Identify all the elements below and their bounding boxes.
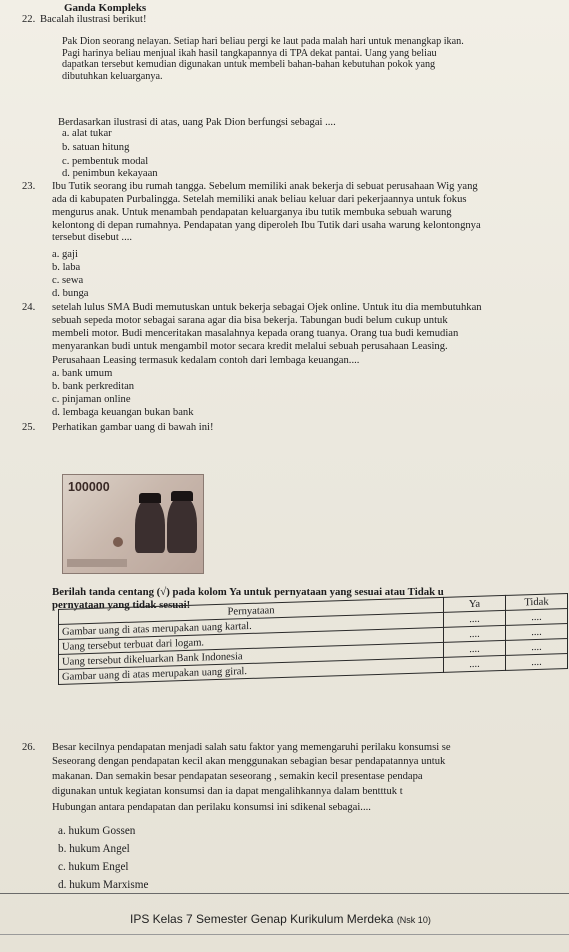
q25-instruction: Berilah tanda centang (√) pada kolom Ya untuk pernyataan yang sesuai atau Tidak u [52, 586, 444, 598]
q26-line: Seseorang dengan pendapatan kecil akan menggunakan sebagian besar pendapatannya untuk [52, 756, 446, 767]
q22-passage [58, 36, 558, 102]
bank-emblem-icon [113, 537, 123, 547]
q26-line: makanan. Dan semakin besar pendapatan seseorang , semakin kecil presentase pendapa [52, 771, 423, 782]
tidak-checkbox-cell[interactable]: .... [506, 608, 568, 625]
q22-option-c[interactable]: c. pembentuk modal [62, 156, 149, 167]
page-footer [130, 912, 431, 926]
q26-option-d[interactable]: d. hukum Marxisme [58, 879, 149, 891]
q23-line: mengurus anak. Untuk menambah pendapatan keluarganya ibu tutik membuka sebuah warung [52, 207, 452, 218]
portrait-figure [167, 495, 197, 553]
q22-passage-line: dibutuhkan keluarganya. [62, 70, 163, 82]
ya-checkbox-cell[interactable]: .... [444, 640, 506, 657]
q22-passage-line: Pak Dion seorang nelayan. Setiap hari beliau pergi ke laut pada malah hari untuk menangkap ikan. [62, 36, 464, 47]
q23-line: ada di kabupaten Purbalingga. Setelah memiliki anak beliau keluar dari pekerjaannya untuk fokus [52, 194, 467, 205]
q25-prompt: Perhatikan gambar uang di bawah ini! [52, 422, 214, 433]
q26-option-b[interactable]: b. hukum Angel [58, 843, 130, 855]
ya-checkbox-cell[interactable]: .... [444, 610, 506, 627]
q22-number: 22. [22, 14, 36, 25]
peci-cap [139, 493, 161, 503]
tidak-checkbox-cell[interactable]: .... [506, 638, 568, 655]
q26-option-c[interactable]: c. hukum Engel [58, 861, 129, 873]
tidak-checkbox-cell[interactable]: .... [506, 653, 568, 670]
header-tidak: Tidak [506, 593, 568, 610]
q26-option-a[interactable]: a. hukum Gossen [58, 825, 136, 837]
signature-strip [67, 559, 127, 567]
q23-option-c[interactable]: c. sewa [52, 275, 84, 286]
q25-instruction-cont: pernyataan yang tidak sesuai! [52, 599, 191, 611]
peci-cap [171, 491, 193, 501]
q23-option-d[interactable]: d. bunga [52, 288, 89, 299]
q22-option-d[interactable]: d. penimbun kekayaan [62, 168, 158, 179]
q24-option-a[interactable]: a. bank umum [52, 368, 113, 379]
q23-line: tersebut disebut .... [52, 232, 133, 243]
statement-table [58, 593, 568, 685]
q23-option-b[interactable]: b. laba [52, 262, 81, 273]
q23-option-a[interactable]: a. gaji [52, 249, 78, 260]
q24-line: setelah lulus SMA Budi memutuskan untuk bekerja sebagai Ojek online. Untuk itu dia membutuhkan [52, 302, 482, 313]
statement-cell: Uang tersebut dikeluarkan Bank Indonesia [59, 642, 444, 669]
q22-option-a[interactable]: a. alat tukar [62, 128, 112, 139]
section-header: Ganda Kompleks [64, 2, 147, 14]
banknote-value: 100000 [68, 480, 110, 494]
footer-divider [0, 934, 569, 935]
q23-line: kelontong di depan rumahnya. Pendapatan yang diperoleh Ibu Tutik dari usaha warung kelontongnya [52, 220, 481, 231]
q22-passage-line: Pagi harinya beliau menjual ikah hasil tangkapannya di TPA dekat pantai. Uang yang beliau [62, 47, 437, 59]
q24-option-b[interactable]: b. bank perkreditan [52, 381, 135, 392]
banknote-image [62, 474, 204, 574]
q24-option-c[interactable]: c. pinjaman online [52, 394, 131, 405]
statement-cell: Gambar uang di atas merupakan uang giral. [59, 657, 444, 684]
q24-number: 24. [22, 302, 36, 313]
q24-line: membeli motor. Budi menceritakan masalahnya kepada orang tuanya. Orang tua budi kemudian [52, 328, 459, 339]
header-pernyataan: Pernyataan [59, 597, 444, 624]
q22-prompt: Bacalah ilustrasi berikut! [40, 14, 147, 25]
portrait-figure [135, 497, 165, 553]
tidak-checkbox-cell[interactable]: .... [506, 623, 568, 640]
q24-line: Perusahaan Leasing termasuk kedalam contoh dari lembaga keuangan.... [52, 355, 360, 366]
q24-option-d[interactable]: d. lembaga keuangan bukan bank [52, 407, 194, 418]
q22-option-b[interactable]: b. satuan hitung [62, 142, 130, 153]
footer-code: (Nsk 10) [396, 915, 431, 925]
footer-text: IPS Kelas 7 Semester Genap Kurikulum Merdeka [130, 912, 394, 926]
q26-line: Besar kecilnya pendapatan menjadi salah satu faktor yang memengaruhi perilaku konsumsi se [52, 742, 451, 753]
q22-passage-line: dapatkan tersebut kemudian digunakan untuk membeli bahan-bahan kebutuhan pokok yang [62, 59, 436, 71]
q23-number: 23. [22, 181, 36, 192]
q24-line: sebuah sepeda motor sebagai sarana agar dia bisa bekerja. Tabungan budi belum cukup untuk [52, 315, 448, 326]
q25-number: 25. [22, 422, 36, 433]
q23-line: Ibu Tutik seorang ibu rumah tangga. Sebelum memiliki anak bekerja di sebuat perusahaan Wig yang [52, 181, 478, 192]
statement-cell: Gambar uang di atas merupakan uang kartal. [59, 612, 444, 639]
q22-question: Berdasarkan ilustrasi di atas, uang Pak Dion berfungsi sebagai .... [58, 117, 336, 128]
q24-line: menyarankan budi untuk mengambil motor secara kredit melalui sebuah perusahaan Leasing. [52, 341, 448, 352]
header-ya: Ya [444, 595, 506, 612]
q26-line: Hubungan antara pendapatan dan perilaku konsumsi ini sdikenal sebagai.... [52, 802, 371, 813]
ya-checkbox-cell[interactable]: .... [444, 655, 506, 672]
ya-checkbox-cell[interactable]: .... [444, 625, 506, 642]
q26-line: digunakan untuk kegiatan konsumsi dan ia dapat mengalihkannya dalam bentttuk t [52, 786, 403, 797]
footer-divider [0, 893, 569, 894]
q26-number: 26. [22, 742, 36, 753]
statement-cell: Uang tersebut terbuat dari logam. [59, 627, 444, 654]
